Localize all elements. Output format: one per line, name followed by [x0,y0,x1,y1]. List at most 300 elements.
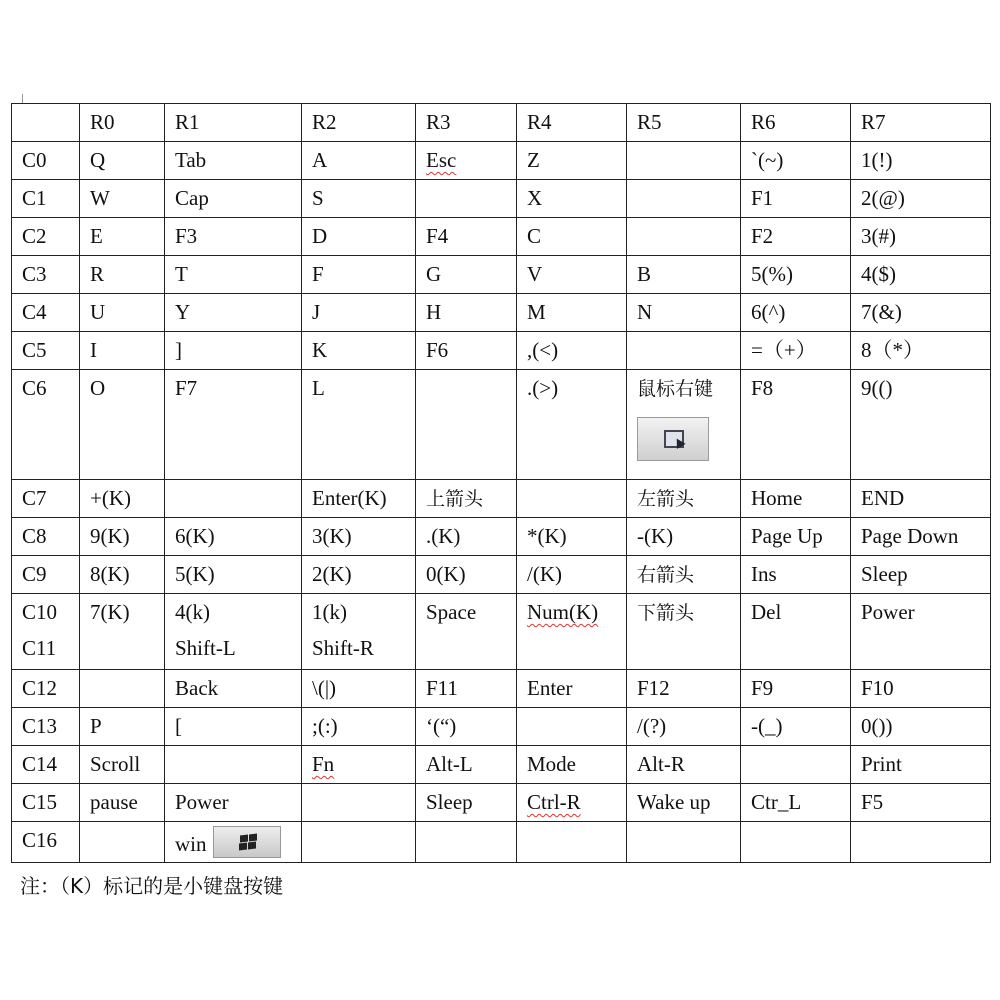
matrix-cell [741,670,851,708]
column-header-r3: R3 [416,104,517,142]
matrix-cell [416,594,517,632]
matrix-cell [302,708,416,746]
matrix-cell [165,294,302,332]
cell-text: \(|) [312,676,337,700]
cell-text: 5(K) [175,562,215,586]
cell-text: Y [175,300,191,324]
matrix-cell [80,632,165,670]
matrix-cell [302,822,416,863]
cell-text: S [312,186,324,210]
matrix-cell [80,518,165,556]
matrix-cell [165,670,302,708]
cell-text: C16 [22,828,58,852]
matrix-cell [741,556,851,594]
cell-text: Ctr_L [751,790,802,814]
cell-text: 2(K) [312,562,352,586]
matrix-cell [165,370,302,480]
cell-text: C2 [22,224,47,248]
matrix-cell [165,594,302,632]
column-header-r0: R0 [80,104,165,142]
cell-text: F3 [175,224,198,248]
cell-text: win [175,831,207,856]
matrix-cell [741,142,851,180]
matrix-cell [741,518,851,556]
cell-text: Print [861,752,902,776]
matrix-cell [80,708,165,746]
matrix-cell [416,332,517,370]
cell-text: 7(K) [90,600,130,624]
matrix-cell [416,632,517,670]
row-header-c3 [12,256,80,294]
matrix-cell [80,332,165,370]
row-header-c14 [12,746,80,784]
cell-text: ;(:) [312,714,338,738]
matrix-cell [80,594,165,632]
matrix-cell [416,480,517,518]
matrix-cell [851,670,991,708]
windows-key-icon [213,826,281,858]
matrix-cell [165,518,302,556]
cell-text: Fn [312,752,335,776]
cell-text: F5 [861,790,884,814]
matrix-cell [80,370,165,480]
matrix-cell [80,256,165,294]
matrix-cell [80,142,165,180]
matrix-cell [165,708,302,746]
matrix-cell [80,556,165,594]
cell-text: F11 [426,676,458,700]
cell-text: X [527,186,543,210]
column-header-r5: R5 [627,104,741,142]
matrix-cell [302,332,416,370]
cell-text: 8（*） [861,338,924,362]
cell-text: END [861,486,905,510]
matrix-cell [80,822,165,863]
cell-text: Q [90,148,106,172]
cell-text: 下箭头 [637,602,695,624]
cell-text: Ins [751,562,777,586]
table-row [12,370,991,480]
cell-text: T [175,262,188,286]
cell-text: Tab [175,148,207,172]
row-header-c0 [12,142,80,180]
cell-text: G [426,262,442,286]
matrix-cell [627,632,741,670]
cell-text: 鼠标右键 [637,378,714,400]
table-row [12,632,991,670]
matrix-cell [851,518,991,556]
column-header-r6: R6 [741,104,851,142]
cell-text: F4 [426,224,449,248]
row-header-c15 [12,784,80,822]
matrix-cell [165,256,302,294]
cell-text: M [527,300,546,324]
matrix-cell [165,746,302,784]
matrix-cell [627,294,741,332]
column-header-r2: R2 [302,104,416,142]
matrix-cell [851,632,991,670]
matrix-cell [416,784,517,822]
matrix-cell [302,518,416,556]
matrix-cell [741,822,851,863]
column-header-r1: R1 [165,104,302,142]
cell-text: 0()) [861,714,893,738]
cell-text: A [312,148,328,172]
cell-text: 5(%) [751,262,793,286]
matrix-cell [80,670,165,708]
context-menu-key-icon [637,417,709,461]
cell-text: C9 [22,562,47,586]
matrix-cell [517,746,627,784]
matrix-cell [302,556,416,594]
matrix-cell [302,294,416,332]
matrix-cell [627,218,741,256]
matrix-cell [627,708,741,746]
cell-text: I [90,338,97,362]
matrix-cell [416,708,517,746]
matrix-cell [302,142,416,180]
cell-text: F8 [751,376,774,400]
matrix-cell [416,822,517,863]
cell-text: Alt-L [426,752,473,776]
matrix-cell [302,594,416,632]
cell-text: W [90,186,110,210]
matrix-cell [517,332,627,370]
cell-text: 3(K) [312,524,352,548]
matrix-cell [741,332,851,370]
matrix-cell [851,594,991,632]
row-header-c1 [12,180,80,218]
matrix-cell [627,784,741,822]
cell-text: F [312,262,324,286]
matrix-cell [851,256,991,294]
cell-text: C10 [22,600,58,624]
matrix-cell [741,218,851,256]
matrix-cell [517,218,627,256]
row-header-c8 [12,518,80,556]
matrix-cell [627,142,741,180]
matrix-cell [80,294,165,332]
cell-text: 9(() [861,376,893,400]
matrix-cell [80,218,165,256]
matrix-cell [627,370,741,480]
matrix-cell [80,784,165,822]
matrix-cell [165,142,302,180]
table-row [12,594,991,632]
cell-text: F1 [751,186,774,210]
cell-text: Page Down [861,524,959,548]
matrix-cell [517,256,627,294]
row-header-c6 [12,370,80,480]
cell-text: Ctrl-R [527,790,581,814]
cell-text: Shift-R [312,635,374,660]
matrix-cell [416,370,517,480]
matrix-cell [517,294,627,332]
matrix-cell [416,142,517,180]
cell-text: Back [175,676,219,700]
matrix-cell [416,294,517,332]
table-row [12,822,991,863]
matrix-cell [517,180,627,218]
matrix-cell [416,256,517,294]
cell-text: -(_) [751,714,783,738]
table-row [12,518,991,556]
matrix-cell [517,518,627,556]
matrix-cell [416,218,517,256]
table-row [12,294,991,332]
cell-text: C3 [22,262,47,286]
row-header-c13 [12,708,80,746]
cell-text: 1(k) [312,600,347,624]
cell-text: 7(&) [861,300,902,324]
cell-text: 9(K) [90,524,130,548]
cell-text: 4(k) [175,600,210,624]
matrix-cell [851,480,991,518]
row-header-c16 [12,822,80,863]
cell-text: /(?) [637,714,667,738]
matrix-cell [302,370,416,480]
column-header-r4: R4 [517,104,627,142]
cell-text: =（+） [751,338,817,362]
matrix-cell [80,480,165,518]
table-row [12,180,991,218]
cell-text: C13 [22,714,58,738]
cell-text: .(K) [426,524,461,548]
cell-text: -(K) [637,524,674,548]
matrix-cell [851,332,991,370]
cell-text: 上箭头 [426,488,484,510]
matrix-cell [416,180,517,218]
keyboard-matrix-table [11,103,991,863]
table-row [12,784,991,822]
matrix-cell [517,480,627,518]
cell-text: ,(<) [527,338,559,362]
cell-text: Power [175,790,229,814]
cell-text: Esc [426,148,457,172]
table-row [12,746,991,784]
cell-text: Mode [527,752,576,776]
cell-text: Alt-R [637,752,685,776]
matrix-cell [165,480,302,518]
table-row [12,332,991,370]
cell-text: [ [175,714,182,738]
row-header-c10 [12,594,80,632]
matrix-cell [851,142,991,180]
cell-text: Enter [527,676,573,700]
corner-cell [12,104,80,142]
matrix-cell [627,594,741,632]
matrix-cell [741,370,851,480]
matrix-cell [302,218,416,256]
matrix-cell [165,556,302,594]
cell-text: C14 [22,752,58,776]
matrix-cell [302,784,416,822]
cell-text: C15 [22,790,58,814]
cell-text: Scroll [90,752,141,776]
cell-text: F12 [637,676,670,700]
matrix-cell [627,180,741,218]
cell-text: C1 [22,186,47,210]
row-header-c7 [12,480,80,518]
cell-text: C4 [22,300,47,324]
table-row [12,556,991,594]
cell-text: C5 [22,338,47,362]
matrix-cell [517,670,627,708]
cell-text: C [527,224,542,248]
matrix-cell [517,822,627,863]
row-header-c12 [12,670,80,708]
cell-text: ‘(“) [426,714,457,738]
matrix-cell [741,594,851,632]
cell-text: .(>) [527,376,559,400]
matrix-cell [165,180,302,218]
cell-text: C12 [22,676,58,700]
cell-text: pause [90,790,138,814]
matrix-cell [627,332,741,370]
cell-text: V [527,262,543,286]
matrix-cell [627,480,741,518]
matrix-cell [165,332,302,370]
matrix-cell [517,142,627,180]
matrix-cell [416,518,517,556]
table-row [12,256,991,294]
matrix-cell [741,784,851,822]
matrix-cell [741,632,851,670]
cell-text: +(K) [90,486,131,510]
cell-text: Shift-L [175,635,236,660]
matrix-cell [517,632,627,670]
row-header-c2 [12,218,80,256]
row-header-c9 [12,556,80,594]
cell-text: 6(K) [175,524,215,548]
matrix-cell [302,670,416,708]
cell-text: H [426,300,442,324]
matrix-cell [517,556,627,594]
matrix-cell [627,746,741,784]
cell-text: 2(@) [861,186,905,210]
cell-text: P [90,714,102,738]
cell-text: D [312,224,328,248]
matrix-cell [741,294,851,332]
cell-text: F2 [751,224,774,248]
cell-text: C8 [22,524,47,548]
matrix-cell [851,294,991,332]
matrix-cell [416,556,517,594]
cell-text: Num(K) [527,600,599,624]
cell-text: F7 [175,376,198,400]
cell-text: *(K) [527,524,567,548]
cell-text: O [90,376,106,400]
cell-text: F9 [751,676,774,700]
matrix-cell [416,746,517,784]
table-row [12,480,991,518]
matrix-cell [627,556,741,594]
cell-text: Home [751,486,803,510]
matrix-cell [741,256,851,294]
cell-text: 1(!) [861,148,893,172]
matrix-cell [517,784,627,822]
cell-text: ] [175,338,182,362]
cell-text: 左箭头 [637,488,695,510]
matrix-cell [741,180,851,218]
cell-text: C0 [22,148,47,172]
table-row [12,218,991,256]
matrix-cell [165,218,302,256]
cell-text: B [637,262,652,286]
cell-text: K [312,338,328,362]
matrix-cell [741,480,851,518]
cell-text: 6(^) [751,300,786,324]
cell-text: F10 [861,676,894,700]
matrix-cell [627,822,741,863]
matrix-cell [416,670,517,708]
matrix-cell [851,822,991,863]
matrix-cell [517,370,627,480]
table-row [12,708,991,746]
cell-text: Z [527,148,540,172]
cell-text: F6 [426,338,449,362]
cell-text: R [90,262,105,286]
cell-text: U [90,300,106,324]
matrix-cell [302,632,416,670]
cell-text: C6 [22,376,47,400]
matrix-cell [165,784,302,822]
matrix-cell [517,594,627,632]
cell-text: Enter(K) [312,486,387,510]
cell-text: /(K) [527,562,562,586]
row-header-c5 [12,332,80,370]
matrix-cell [80,746,165,784]
matrix-cell [851,370,991,480]
matrix-cell [165,632,302,670]
cell-text: Cap [175,186,209,210]
matrix-cell [627,518,741,556]
cell-text: N [637,300,653,324]
matrix-cell [851,746,991,784]
cell-text: 右箭头 [637,564,695,586]
table-row [12,142,991,180]
matrix-cell [851,556,991,594]
header-row [12,104,991,142]
matrix-cell [741,746,851,784]
cell-text: Space [426,600,477,624]
matrix-cell [851,708,991,746]
matrix-cell [627,670,741,708]
cell-text: Sleep [861,562,908,586]
matrix-cell [302,480,416,518]
cell-text: C11 [22,635,57,660]
matrix-cell [627,256,741,294]
column-header-r7: R7 [851,104,991,142]
cell-text: Del [751,600,782,624]
matrix-cell [165,822,302,863]
cell-text: J [312,300,321,324]
matrix-cell [741,708,851,746]
cell-text: Power [861,600,915,624]
row-header-c11 [12,632,80,670]
matrix-cell [302,180,416,218]
matrix-cell [851,218,991,256]
matrix-cell [851,180,991,218]
cell-text: 0(K) [426,562,466,586]
footnote: 注：（K）标记的是小键盘按键 [20,874,284,898]
cell-text: 4($) [861,262,896,286]
cell-text: 8(K) [90,562,130,586]
matrix-cell [517,708,627,746]
cell-text: Wake up [637,790,711,814]
cell-text: C7 [22,486,47,510]
matrix-cell [80,180,165,218]
